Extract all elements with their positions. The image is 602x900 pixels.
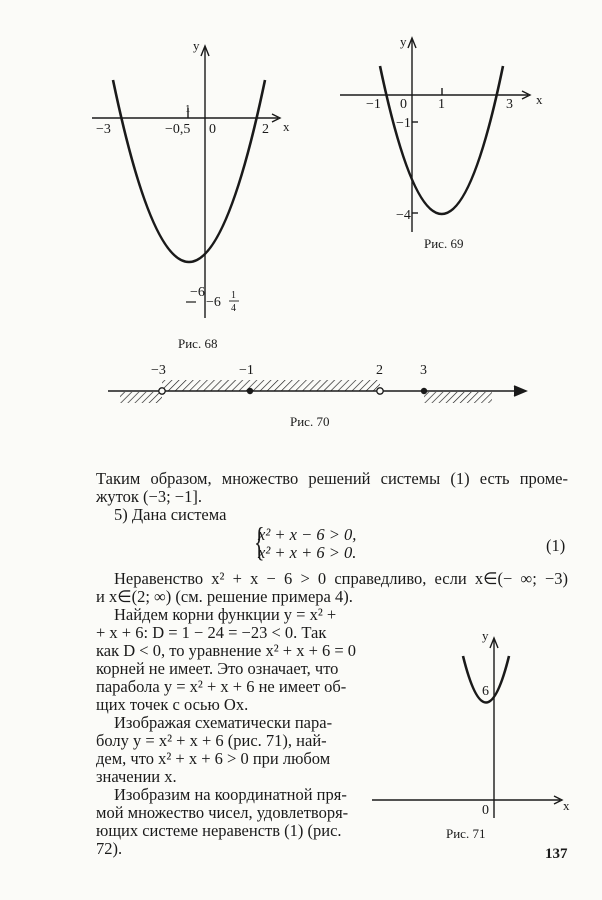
fig69-tick-m1: −1 — [366, 97, 381, 112]
fig69-caption: Рис. 69 — [424, 236, 464, 251]
system-line-1: x² + x − 6 > 0, — [258, 525, 357, 544]
text-line: болу y = x² + x + 6 (рис. 71), най- — [96, 731, 327, 750]
fig70-label-2: 2 — [376, 363, 383, 378]
text-line: Неравенство x² + x − 6 > 0 справедливо, если x∈(− ∞; −3) — [114, 569, 568, 588]
fig70-label-3: 3 — [420, 363, 427, 378]
text-line: парабола y = x² + x + 6 не имеет об- — [96, 677, 347, 696]
text-line: Таким образом, множество решений системы (1) есть проме- — [96, 469, 568, 488]
fig68-axis-y-label: y — [193, 38, 200, 53]
text-line: 72). — [96, 839, 123, 858]
fig71-axes — [372, 638, 562, 818]
fig71-axis-y-label: y — [482, 628, 489, 643]
fig69-tick-3: 3 — [506, 97, 513, 112]
text-line: Изобразим на координатной пря- — [114, 785, 347, 804]
fig69-label-ym4: −4 — [396, 208, 411, 223]
text-line: 5) Дана система — [114, 505, 227, 524]
text-line: ющих системе неравенств (1) (рис. — [96, 821, 342, 840]
fig70-caption: Рис. 70 — [290, 414, 330, 429]
fig68-tick-2: 2 — [262, 122, 269, 137]
text-line: жуток (−3; −1]. — [96, 487, 202, 506]
fig70-point-3 — [421, 388, 427, 394]
fig69-axis-x-label: x — [536, 92, 543, 107]
fig71-label-0: 0 — [482, 803, 489, 818]
fig68-label-m6: −6 — [190, 285, 205, 300]
fig70-label-m1: −1 — [239, 363, 254, 378]
text-line: Найдем корни функции y = x² + — [114, 605, 337, 624]
fig70-point-m3 — [159, 388, 165, 394]
fig68-axis-x-label: x — [283, 119, 290, 134]
fig68-tick-1: 1 — [185, 103, 191, 115]
fig68-caption: Рис. 68 — [178, 336, 218, 351]
fig69-tick-0: 0 — [400, 97, 407, 112]
fig68-label-m6q-den: 4 — [231, 303, 236, 314]
fig70-point-2 — [377, 388, 383, 394]
fig68-label-m6q: −6 — [206, 295, 221, 310]
text-line: щих точек с осью Ox. — [96, 695, 249, 714]
fig69-axis-y-label: y — [400, 34, 407, 49]
fig70-point-m1 — [247, 388, 253, 394]
fig70-label-m3: −3 — [151, 363, 166, 378]
paragraph-conclusion — [96, 470, 568, 506]
text-column — [96, 606, 358, 858]
system-line-2: x² + x + 6 > 0. — [258, 543, 357, 562]
text-line: дем, что x² + x + 6 > 0 при любом — [96, 749, 331, 768]
fig71-caption: Рис. 71 — [446, 826, 486, 841]
fig70-hatch-left — [120, 392, 162, 403]
text-line: корней не имеет. Это означает, что — [96, 659, 339, 678]
fig71-axis-x-label: x — [563, 798, 570, 813]
text-line: Изображая схематически пара- — [114, 713, 333, 732]
fig68-tick-m05: −0,5 — [165, 122, 191, 137]
fig71-label-6: 6 — [482, 684, 489, 699]
fig69-tick-1: 1 — [438, 97, 445, 112]
text-line: как D < 0, то уравнение x² + x + 6 = 0 — [96, 641, 357, 660]
text-line: значении x. — [96, 767, 177, 786]
fig70-hatch-right — [424, 392, 492, 403]
fig68-axes — [92, 46, 280, 318]
page-number: 137 — [545, 846, 568, 862]
equation-number: (1) — [546, 536, 566, 555]
fig70-hatch-middle — [162, 380, 380, 391]
system-brace: { — [254, 519, 265, 564]
paragraph-system-intro — [96, 506, 568, 524]
fig68-tick-m3: −3 — [96, 122, 111, 137]
fig68-tick-0: 0 — [209, 122, 216, 137]
text-line: мой множество чисел, удовлетворя- — [96, 803, 349, 822]
text-line: + x + 6: D = 1 − 24 = −23 < 0. Так — [96, 623, 327, 642]
equation-system — [258, 526, 356, 562]
text-line: и x∈(2; ∞) (см. решение примера 4). — [96, 587, 353, 606]
fig68-label-m6q-num: 1 — [231, 290, 236, 301]
paragraph-inequality — [96, 570, 568, 606]
fig69-label-ym1: −1 — [396, 116, 411, 131]
